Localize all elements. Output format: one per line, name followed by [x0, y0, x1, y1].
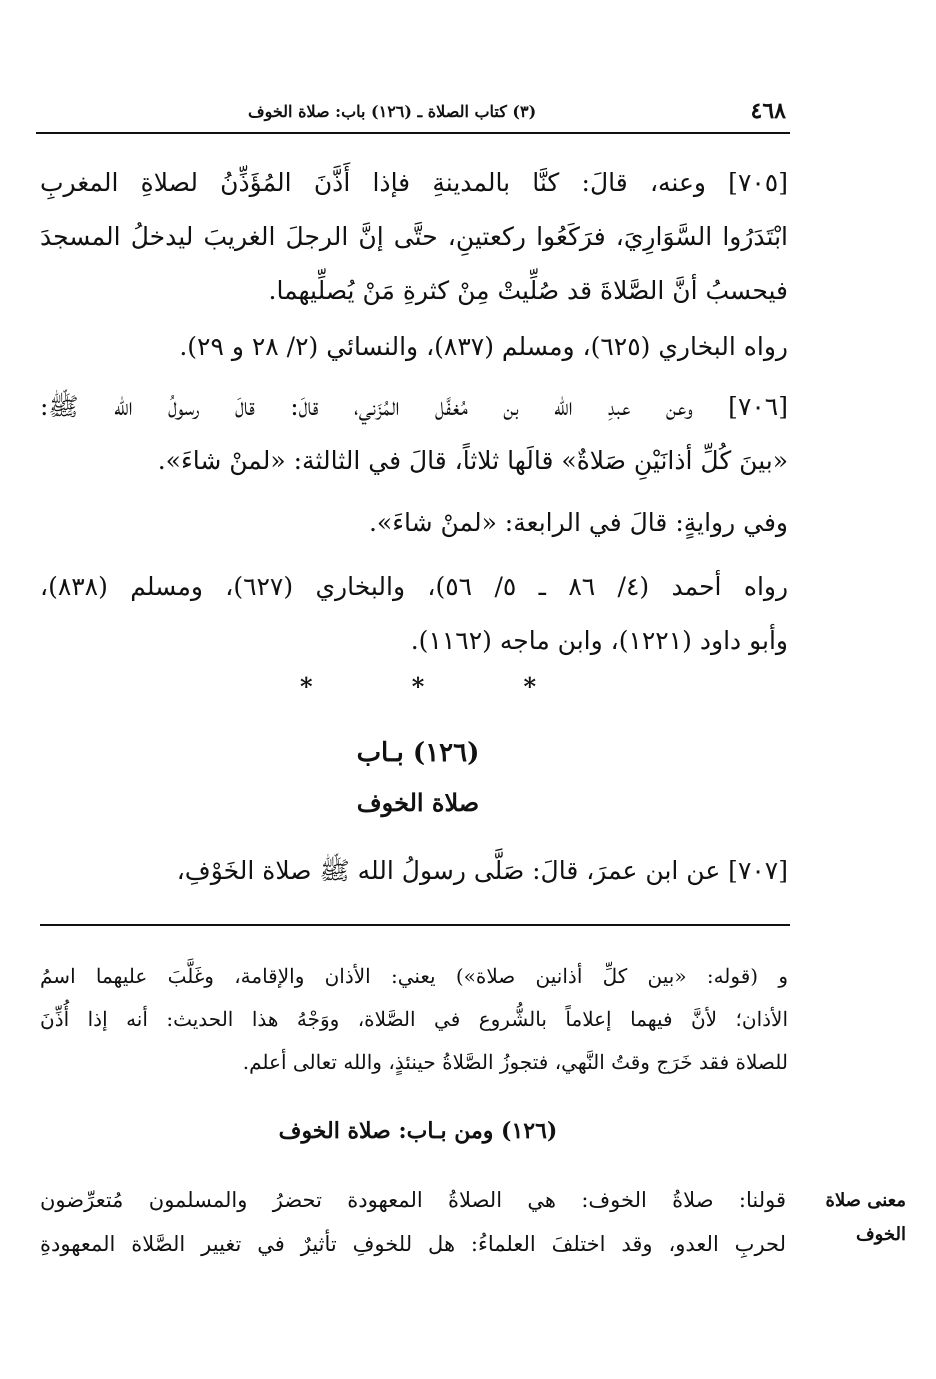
separator-star: * — [300, 672, 313, 701]
chapter-title: صلاة الخوف — [356, 788, 480, 817]
riwaya-706-line: وفي روايةٍ: قالَ في الرابعة: «لمنْ شاءَ». — [368, 508, 788, 537]
running-title: (٣) كتاب الصلاة ـ (١٢٦) باب: صلاة الخوف — [248, 102, 537, 121]
takhrij-705 — [40, 320, 788, 374]
takhrij-705-line: رواه البخاري (٦٢٥)، ومسلم (٨٣٧)، والنسائي (٢/ ٢٨ و ٢٩). — [179, 332, 788, 361]
takhrij-706-line-2: وأبو داود (١٢٢١)، وابن ماجه (١١٦٢). — [410, 626, 788, 655]
footnote-line-2: الأذان؛ لأنَّ فيهما إعلاماً بالشُّروع في الصَّلاة، ووَجْهُ هذا الحديث: أنه إذا أُذِّنَ — [40, 1007, 788, 1031]
takhrij-706-line-1: رواه أحمد (٤/ ٨٦ ـ ٥/ ٥٦)، والبخاري (٦٢٧)، ومسلم (٨٣٨)، — [40, 572, 788, 601]
hadith-705-line-2: ابْتَدَرُوا السَّوَارِيَ، فرَكَعُوا ركعتينِ، حتَّى إنَّ الرجلَ الغريبَ ليدخلُ المسجدَ — [40, 222, 788, 251]
hadith-705 — [40, 156, 788, 318]
footnote — [40, 955, 788, 1084]
hadith-706-line-2: «بينَ كُلِّ أذانَيْنِ صَلاةٌ» قالَها ثلاثاً، قالَ في الثالثة: «لمنْ شاءَ». — [157, 446, 788, 475]
footnote-divider — [40, 924, 790, 926]
riwaya-706 — [40, 496, 788, 550]
commentary-line-1: قولنا: صلاةُ الخوف: هي الصلاةُ المعهودة تحضرُ والمسلمون مُتعرِّضون — [40, 1188, 786, 1212]
margin-note-line-2: الخوف — [855, 1224, 906, 1245]
hadith-706-line-1: [٧٠٦] وعن عبدِ الله بن مُغفَّل المُزَني، قالَ: قالَ رسولُ الله ﷺ: — [40, 392, 788, 421]
margin-note — [786, 1184, 906, 1252]
chapter-number: (١٢٦) بـاب — [356, 738, 480, 768]
page-header — [36, 96, 790, 134]
separator-star: * — [523, 672, 536, 701]
separator-star: * — [411, 672, 425, 701]
commentary — [40, 1178, 786, 1266]
hadith-705-line-1: [٧٠٥] وعنه، قالَ: كنَّا بالمدينةِ فإذا أَذَّنَ المُؤَذِّنُ لصلاةِ المغربِ — [40, 168, 788, 197]
section-separator — [300, 672, 536, 701]
footnote-line-3: للصلاة فقد خَرَج وقتُ النَّهي، فتجوزُ الصَّلاةُ حينئذٍ، والله تعالى أعلم. — [242, 1050, 788, 1074]
takhrij-706 — [40, 560, 788, 668]
margin-note-line-1: معنى صلاة — [825, 1190, 906, 1211]
hadith-705-line-3: فيحسبُ أنَّ الصَّلاةَ قد صُلِّيتْ مِنْ كثرةِ مَنْ يُصلِّيهما. — [268, 276, 788, 305]
footnote-line-1: و (قوله: «بين كلِّ أذانين صلاة») يعني: الأذان والإقامة، وغَلَّبَ عليهما اسمُ — [40, 964, 788, 988]
section-heading: (١٢٦) ومن بـاب: صلاة الخوف — [278, 1118, 558, 1144]
commentary-line-2: لحربِ العدو، وقد اختلفَ العلماءُ: هل للخوفِ تأثيرٌ في تغيير الصَّلاة المعهودةِ — [40, 1232, 786, 1256]
hadith-707-line: [٧٠٧] عن ابن عمرَ، قالَ: صَلَّى رسولُ الله ﷺ صلاة الخَوْفِ، — [176, 856, 788, 885]
page-number: ٤٦٨ — [750, 98, 786, 124]
hadith-706 — [40, 380, 788, 488]
hadith-707 — [40, 844, 788, 898]
